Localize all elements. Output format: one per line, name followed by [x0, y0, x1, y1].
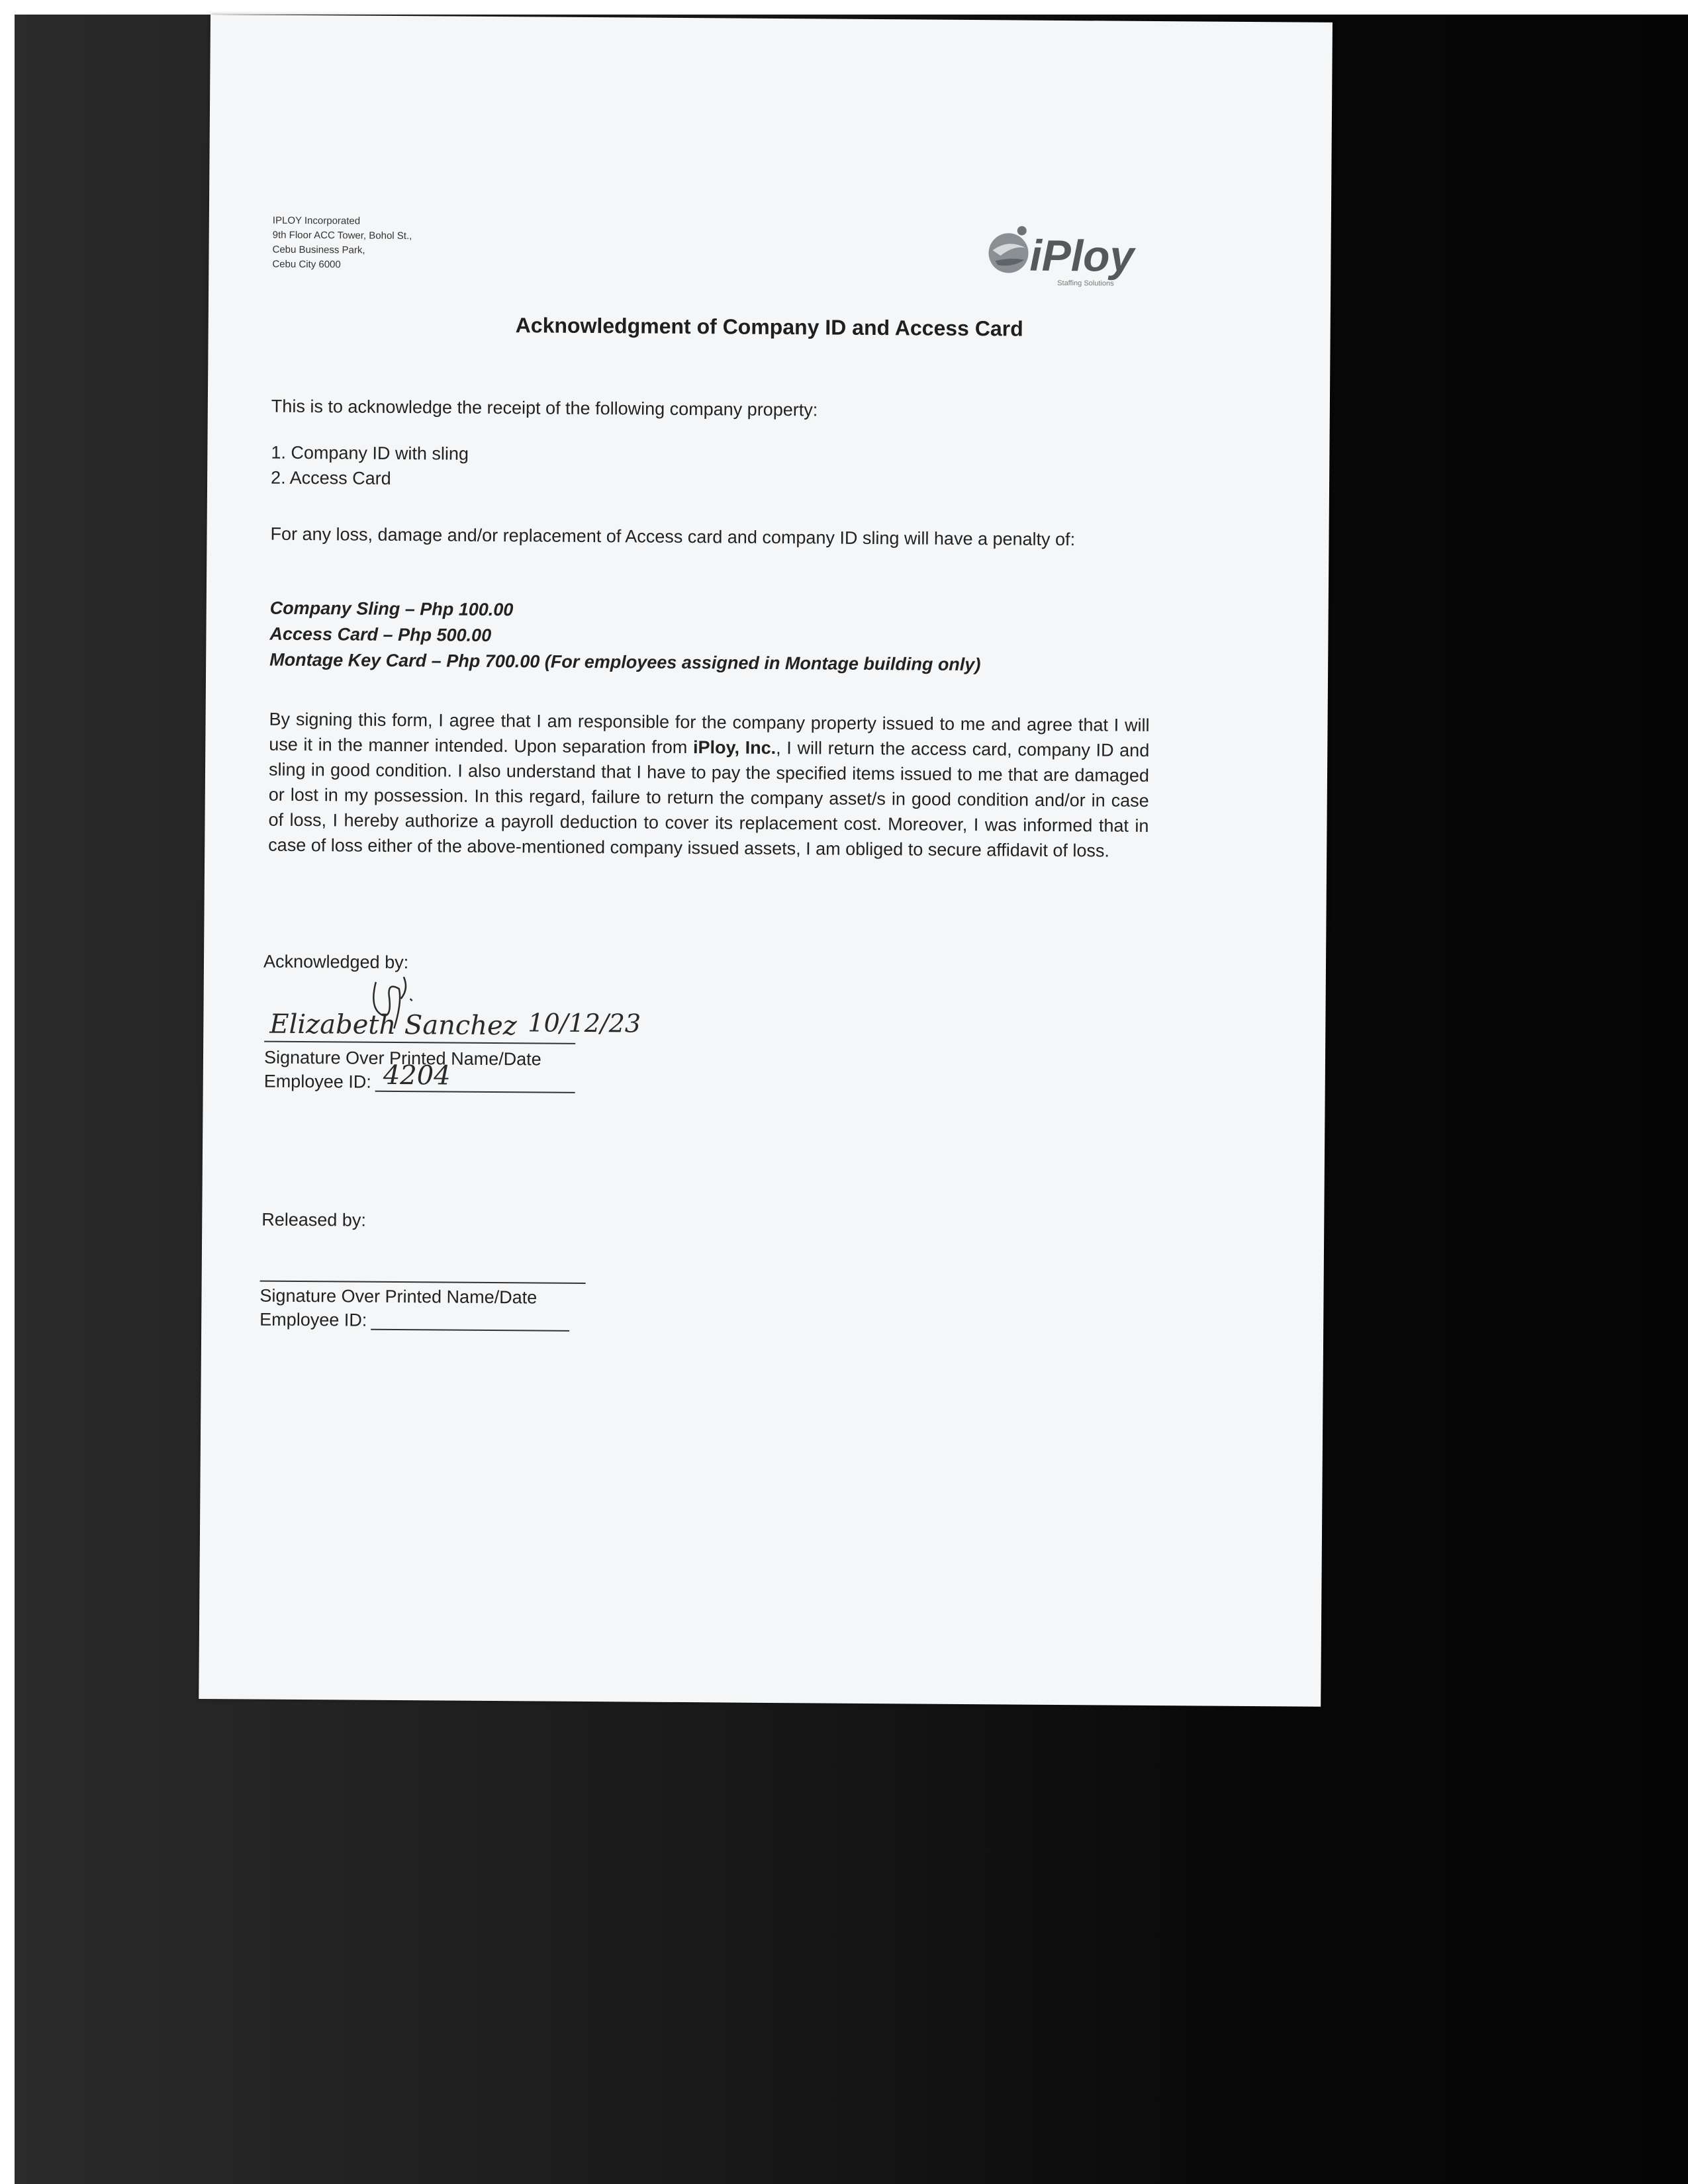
signature-label: Signature Over Printed Name/Date — [259, 1285, 538, 1308]
address-line: Cebu Business Park, — [272, 244, 365, 256]
employee-id-line — [371, 1329, 569, 1332]
iploy-logo — [983, 218, 1176, 293]
company-address — [272, 214, 412, 273]
penalty-item: Access Card – Php 500.00 — [269, 623, 492, 645]
address-line: 9th Floor ACC Tower, Bohol St., — [272, 229, 412, 242]
penalty-intro: For any loss, damage and/or replacement of Access card and company ID sling will have a penalty of: — [270, 523, 1076, 550]
document-title: Acknowledgment of Company ID and Access Card — [515, 313, 1023, 341]
list-item: 1. Company ID with sling — [271, 442, 469, 464]
property-list — [271, 440, 1151, 496]
iploy-logo-graphic — [983, 218, 1176, 293]
address-line: IPLOY Incorporated — [272, 214, 361, 227]
signature-line — [264, 1041, 575, 1044]
employee-id-value: 4204 — [383, 1060, 451, 1091]
acknowledged-label: Acknowledged by: — [263, 951, 409, 973]
document-page — [199, 15, 1333, 1707]
employee-id-line — [375, 1091, 575, 1093]
logo-tagline: Staffing Solutions — [1057, 279, 1114, 288]
penalty-item: Montage Key Card – Php 700.00 (For employees assigned in Montage building only) — [269, 649, 981, 675]
penalty-item: Company Sling – Php 100.00 — [269, 598, 514, 620]
list-item: 2. Access Card — [271, 467, 391, 488]
agreement-text: By signing this form, I agree that I am responsible for the company property issued to me and agree that I will use it in the manner intended. Upon separation from — [269, 709, 1150, 758]
agreement-company-name: iPloy, Inc. — [692, 737, 776, 758]
signature-scribble — [362, 969, 422, 1036]
agreement-paragraph — [268, 707, 1150, 864]
signature-line — [260, 1281, 586, 1284]
released-label: Released by: — [261, 1209, 367, 1230]
signature-label: Signature Over Printed Name/Date — [263, 1047, 541, 1069]
intro-paragraph: This is to acknowledge the receipt of the following company property: — [271, 396, 818, 420]
logo-wordmark: iPloy — [1029, 230, 1135, 281]
agreement-text: , I will return the access card, company ID and sling in good condition. I also understand that I have to pay the specified items issued to me that are damaged or lost in my possession. In this regard, failure to return the company asset/s in good condition and/or in case of loss, I hereby authorize a payroll deduction to cover its replacement cost. Moreover, I was informed that in case of loss either of the above-mentioned company issued assets, I am obliged to secure affidavit of loss. — [268, 737, 1150, 861]
handwritten-date: 10/12/23 — [528, 1008, 641, 1038]
address-line: Cebu City 6000 — [272, 258, 341, 271]
employee-id-label: Employee ID: — [263, 1071, 371, 1092]
penalty-list — [269, 596, 1150, 679]
handwritten-name: Elizabeth Sanchez — [269, 1009, 517, 1042]
employee-id-label: Employee ID: — [259, 1309, 367, 1330]
